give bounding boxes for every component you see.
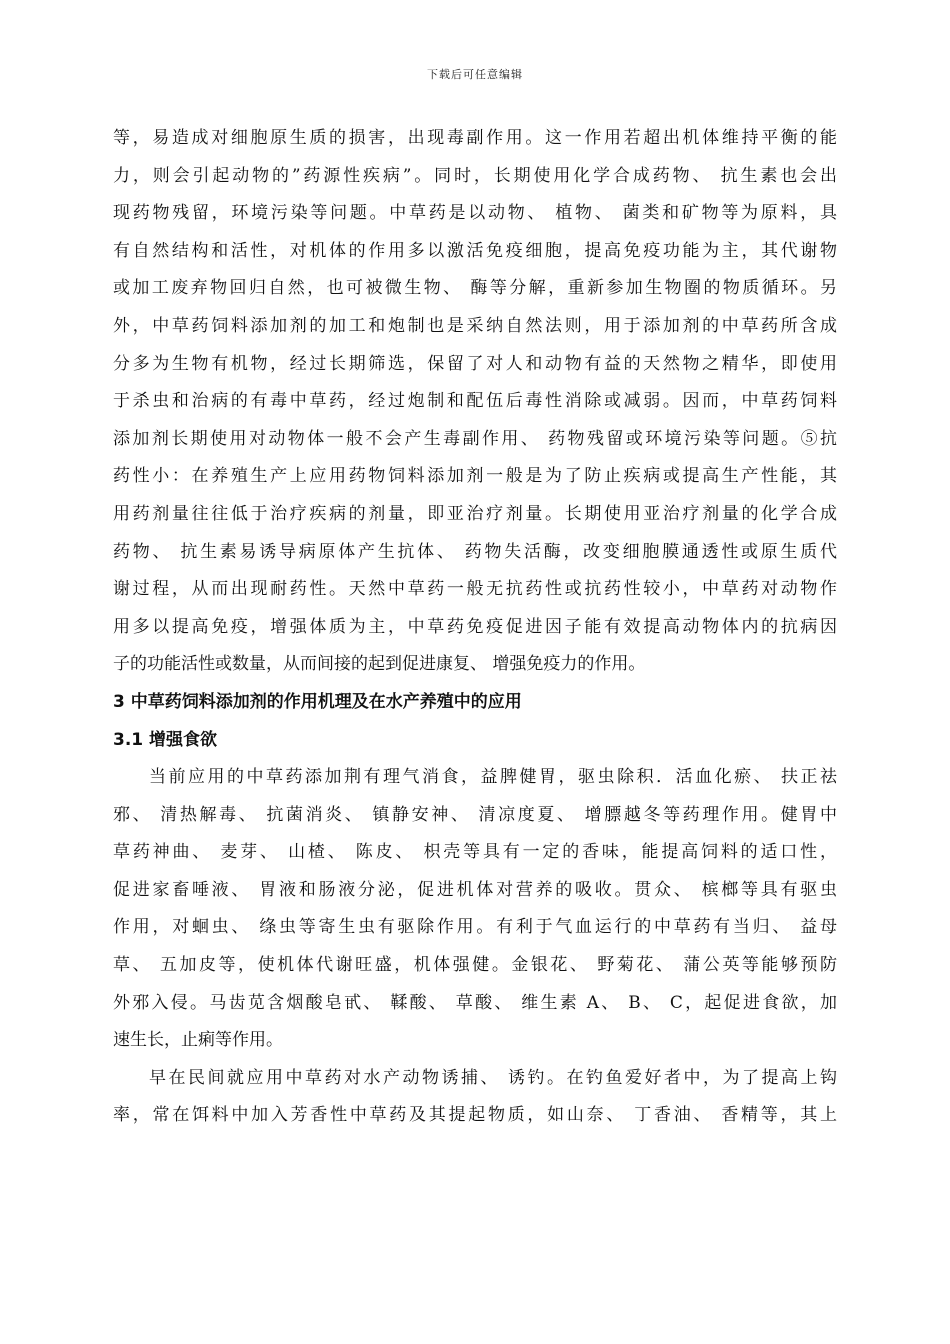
text-line: 草药神曲、 麦芽、 山楂、 陈皮、 枳壳等具有一定的香味，能提高饲料的适口性， [113,842,837,863]
text-line: 当前应用的中草药添加荆有理气消食，益脾健胃，驱虫除积．活血化瘀、 扶正祛 [149,767,837,788]
text-line: 外，中草药饲料添加剂的加工和炮制也是采纳自然法则，用于添加剂的中草药所含成 [113,315,837,336]
text-line: 子的功能活性或数量，从而间接的起到促进康复、 增强免疫力的作用。 [113,654,646,675]
text-line: 力，则会引起动物的”药源性疾病”。同时，长期使用化学合成药物、 抗生素也会出 [113,165,837,186]
text-line: 或加工废弃物回归自然，也可被微生物、 酶等分解，重新参加生物圈的物质循环。另 [113,278,837,299]
text-line: 等，易造成对细胞原生质的损害，出现毒副作用。这一作用若超出机体维持平衡的能 [113,128,837,148]
text-line: 添加剂长期使用对动物体一般不会产生毒副作用、 药物残留或环境污染等问题。⑤抗 [113,428,837,449]
paragraph-2 [113,759,837,1060]
text-line: 邪、 清热解毒、 抗菌消炎、 镇静安神、 清凉度夏、 增膘越冬等药理作用。健胃中 [113,804,837,825]
page-header: 下载后可任意编辑 [427,68,523,81]
text-line: 促进家畜唾液、 胃液和肠液分泌，促进机体对营养的吸收。贯众、 槟榔等具有驱虫 [113,879,837,900]
text-line: 谢过程，从而出现耐药性。天然中草药一般无抗药性或抗药性较小，中草药对动物作 [113,579,837,600]
text-line: 现药物残留，环境污染等问题。中草药是以动物、 植物、 菌类和矿物等为原料，具 [113,203,837,224]
paragraph-1 [113,120,837,684]
text-line: 用多以提高免疫，增强体质为主，中草药免疫促进因子能有效提高动物体内的抗病因 [113,616,837,637]
text-line: 草、 五加皮等，使机体代谢旺盛，机体强健。金银花、 野菊花、 蒲公英等能够预防 [113,955,837,976]
text-line: 分多为生物有机物，经过长期筛选，保留了对人和动物有益的天然物之精华，即使用 [113,353,837,374]
text-line: 作用，对蛔虫、 绦虫等寄生虫有驱除作用。有利于气血运行的中草药有当归、 益母 [113,917,837,938]
section-heading: 3 中草药饲料添加剂的作用机理及在水产养殖中的应用 [113,691,522,712]
document-body [113,120,837,1135]
text-line: 外邪入侵。马齿苋含烟酸皂甙、 鞣酸、 草酸、 维生素 A、 B、 C，起促进食欲，加 [113,992,837,1013]
text-line: 有自然结构和活性，对机体的作用多以激活免疫细胞，提高免疫功能为主，其代谢物 [113,240,837,261]
paragraph-3 [113,1060,837,1135]
text-line: 于杀虫和治病的有毒中草药，经过炮制和配伍后毒性消除或减弱。因而，中草药饲料 [113,391,837,412]
text-line: 用药剂量往往低于治疗疾病的剂量，即亚治疗剂量。长期使用亚治疗剂量的化学合成 [113,503,837,524]
text-line: 率，常在饵料中加入芳香性中草药及其提起物质，如山奈、 丁香油、 香精等，其上 [113,1105,837,1126]
text-line: 早在民间就应用中草药对水产动物诱捕、 诱钓。在钓鱼爱好者中，为了提高上钩 [149,1067,837,1088]
text-line: 药性小：在养殖生产上应用药物饲料添加剂一般是为了防止疾病或提高生产性能，其 [113,466,837,487]
text-line: 药物、 抗生素易诱导病原体产生抗体、 药物失活酶，改变细胞膜通透性或原生质代 [113,541,837,562]
subsection-heading: 3.1 增强食欲 [113,729,218,750]
text-line: 速生长，止痢等作用。 [113,1030,283,1051]
